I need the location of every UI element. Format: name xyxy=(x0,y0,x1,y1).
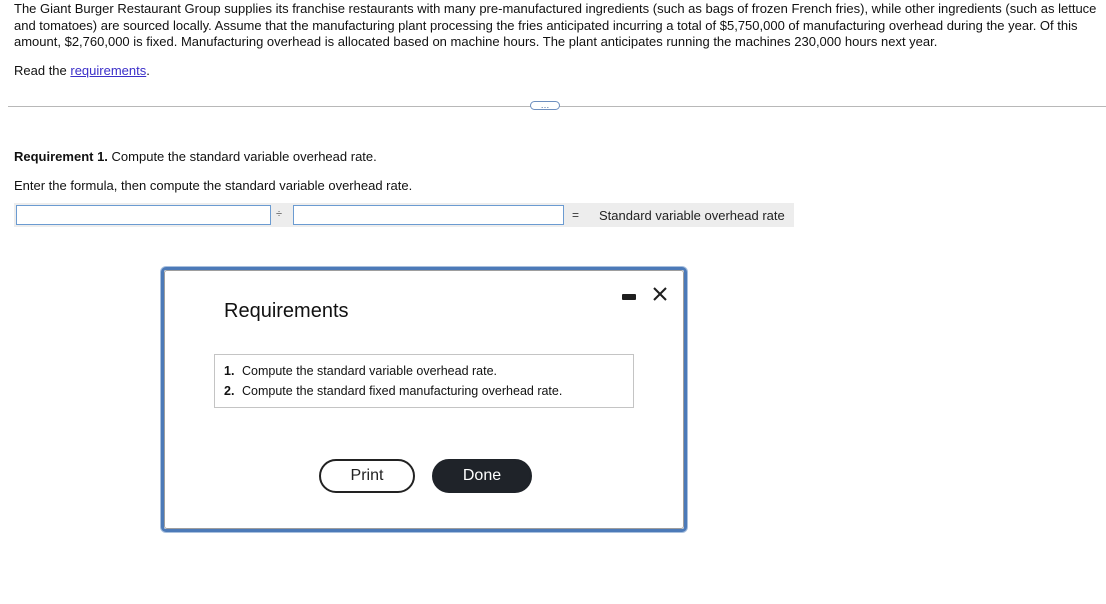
read-suffix: . xyxy=(146,63,150,78)
requirement-1-label: Requirement 1. xyxy=(14,149,108,164)
requirements-link[interactable]: requirements xyxy=(70,63,147,78)
list-item xyxy=(224,381,624,401)
result-label: Standard variable overhead rate xyxy=(599,208,785,223)
expand-more-button[interactable]: … xyxy=(530,101,560,110)
close-icon-glyph xyxy=(651,285,669,303)
formula-row xyxy=(14,203,794,227)
denominator-input[interactable] xyxy=(293,205,564,225)
problem-statement xyxy=(14,1,1100,51)
read-requirements-line xyxy=(14,63,150,79)
print-button[interactable]: Print xyxy=(319,459,415,493)
equals-operator: = xyxy=(572,208,580,222)
item-number: 1. xyxy=(224,364,235,378)
close-icon[interactable] xyxy=(651,285,669,303)
item-text: Compute the standard variable overhead rate. xyxy=(242,364,498,378)
divide-operator: ÷ xyxy=(276,208,283,220)
requirement-1-text: Compute the standard variable overhead rate. xyxy=(107,149,377,164)
list-item xyxy=(224,361,624,381)
item-number: 2. xyxy=(224,384,235,398)
item-text: Compute the standard fixed manufacturing overhead rate. xyxy=(242,384,563,398)
formula-instruction: Enter the formula, then compute the standard variable overhead rate. xyxy=(14,178,413,193)
requirements-dialog xyxy=(161,267,687,532)
minimize-icon[interactable] xyxy=(622,294,636,300)
read-prefix: Read the xyxy=(14,63,71,78)
dialog-title: Requirements xyxy=(224,300,349,322)
done-button[interactable]: Done xyxy=(432,459,532,493)
numerator-input[interactable] xyxy=(16,205,271,225)
requirements-list xyxy=(214,354,634,408)
problem-text: The Giant Burger Restaurant Group supplies its franchise restaurants with many pre-manufactured ingredients (such as bags of frozen French fries), while other ingredients (such as lettuce and tomatoes) are sourced locally. Assume that the manufacturing plant processing the fries anticipated incurring a total of $5,750,000 of manufacturing overhead during the year. Of this amount, $2,760,000 is fixed. Manufacturing overhead is allocated based on machine hours. The plant anticipates running the machines 230,000 hours next year. xyxy=(14,1,1097,49)
requirement-1-heading xyxy=(14,149,377,165)
